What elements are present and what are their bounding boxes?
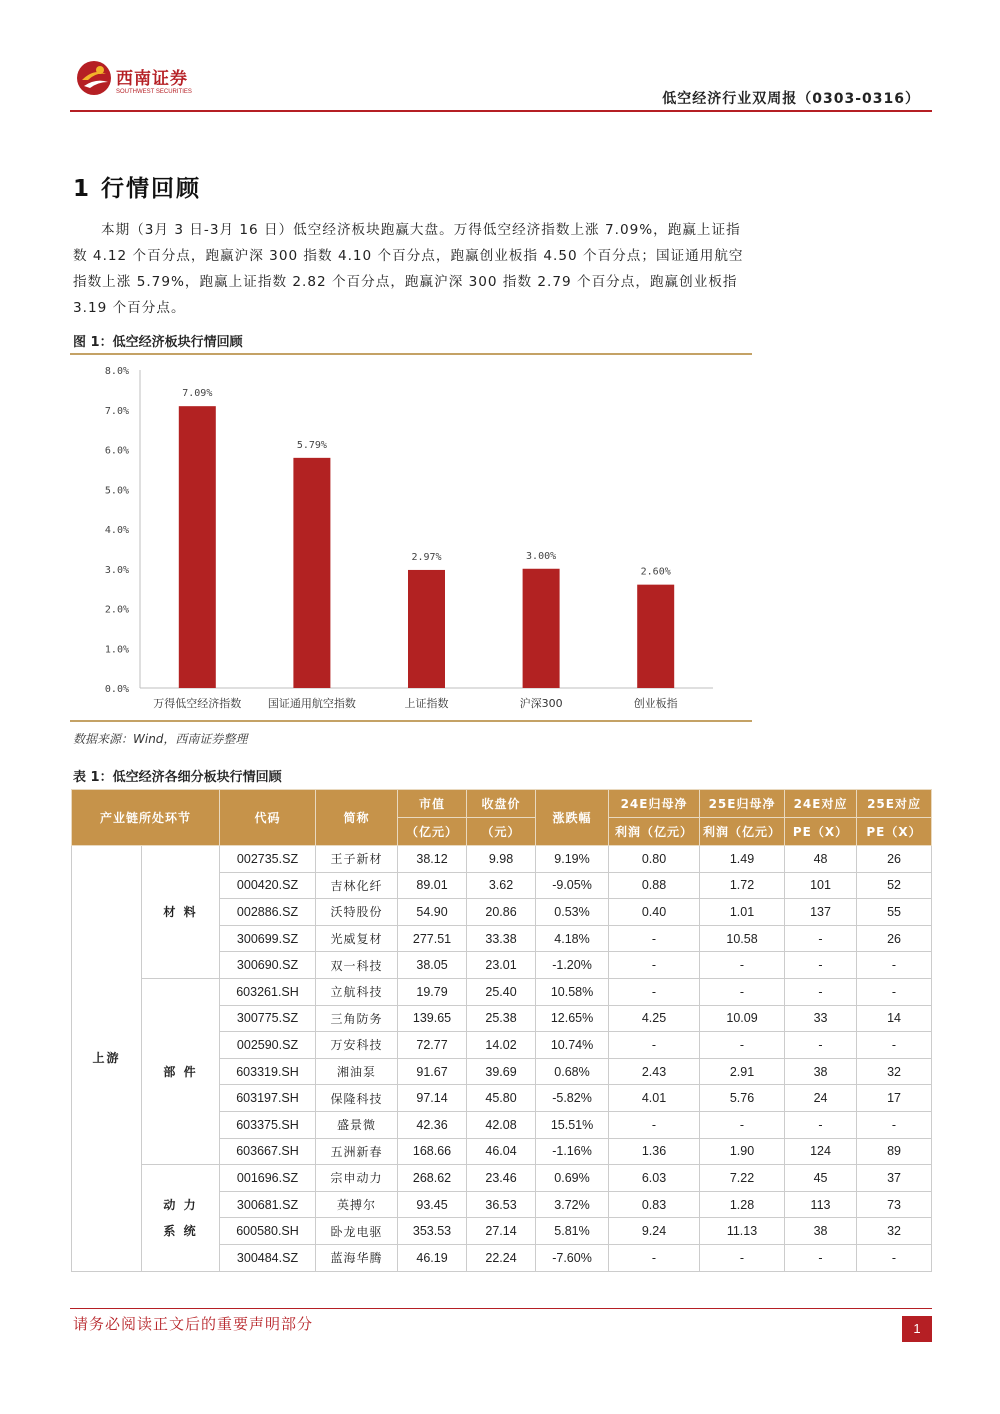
cell-code: 603197.SH (220, 1085, 316, 1112)
cell-change: 10.74% (536, 1032, 609, 1059)
bar-value-label: 2.97% (411, 551, 442, 563)
cell-mktcap: 19.79 (398, 978, 467, 1005)
cell-np24: - (609, 1032, 700, 1059)
cell-code: 300775.SZ (220, 1005, 316, 1032)
logo-name: 西南证券 (116, 69, 188, 89)
cell-np25: 1.49 (700, 846, 785, 873)
cell-name: 沃特股份 (316, 899, 398, 926)
cell-pe24: - (785, 1032, 857, 1059)
bar (637, 585, 674, 688)
cell-np25: 10.09 (700, 1005, 785, 1032)
cell-change: 3.72% (536, 1191, 609, 1218)
figure-title: 图 1：低空经济板块行情回顾 (73, 335, 243, 350)
header-close-unit: （元） (467, 818, 536, 846)
cell-np25: - (700, 1032, 785, 1059)
cell-code: 300699.SZ (220, 925, 316, 952)
group-power-line-2: 系 统 (163, 1223, 198, 1238)
cell-pe24: - (785, 978, 857, 1005)
cell-change: -7.60% (536, 1244, 609, 1271)
cell-change: 12.65% (536, 1005, 609, 1032)
cell-pe24: 38 (785, 1058, 857, 1085)
cell-np24: 2.43 (609, 1058, 700, 1085)
figure-source: 数据来源：Wind，西南证券整理 (73, 732, 248, 746)
cell-close: 14.02 (467, 1032, 536, 1059)
cell-np24: - (609, 952, 700, 979)
cell-name: 湘油泵 (316, 1058, 398, 1085)
cell-mktcap: 38.05 (398, 952, 467, 979)
cell-close: 46.04 (467, 1138, 536, 1165)
y-tick-label: 5.0% (104, 485, 129, 497)
cell-np25: - (700, 1244, 785, 1271)
cell-code: 300690.SZ (220, 952, 316, 979)
cell-mktcap: 97.14 (398, 1085, 467, 1112)
cell-code: 300681.SZ (220, 1191, 316, 1218)
cell-mktcap: 168.66 (398, 1138, 467, 1165)
figure-bottom-rule (70, 720, 752, 722)
cell-change: 0.53% (536, 899, 609, 926)
cell-mktcap: 91.67 (398, 1058, 467, 1085)
cell-mktcap: 38.12 (398, 846, 467, 873)
header-divider (70, 110, 932, 112)
bar-value-label: 7.09% (182, 388, 213, 400)
cell-np25: - (700, 978, 785, 1005)
cell-mktcap: 93.45 (398, 1191, 467, 1218)
cell-name: 王子新材 (316, 846, 398, 873)
cell-mktcap: 89.01 (398, 872, 467, 899)
cell-change: -5.82% (536, 1085, 609, 1112)
cell-code: 002590.SZ (220, 1032, 316, 1059)
bar (293, 458, 330, 688)
cell-np24: 0.80 (609, 846, 700, 873)
cell-change: 0.68% (536, 1058, 609, 1085)
header-chain: 产业链所处环节 (72, 790, 220, 846)
cell-code: 000420.SZ (220, 872, 316, 899)
cell-mktcap: 277.51 (398, 925, 467, 952)
cell-change: -1.16% (536, 1138, 609, 1165)
cell-close: 45.80 (467, 1085, 536, 1112)
cell-np25: 10.58 (700, 925, 785, 952)
cell-np25: 5.76 (700, 1085, 785, 1112)
bar (408, 570, 445, 688)
header-np25-unit: 利润（亿元） (700, 818, 785, 846)
cell-pe25: - (857, 978, 932, 1005)
bar-value-label: 2.60% (640, 566, 671, 578)
cell-np24: - (609, 925, 700, 952)
cell-pe25: - (857, 952, 932, 979)
cell-np24: - (609, 1111, 700, 1138)
cell-np25: 1.28 (700, 1191, 785, 1218)
cell-close: 9.98 (467, 846, 536, 873)
cell-pe24: 24 (785, 1085, 857, 1112)
cell-name: 吉林化纤 (316, 872, 398, 899)
cell-close: 25.38 (467, 1005, 536, 1032)
segment-cell: 上游 (72, 846, 142, 1272)
x-category-label: 创业板指 (633, 697, 678, 710)
cell-pe25: - (857, 1032, 932, 1059)
cell-np24: 1.36 (609, 1138, 700, 1165)
footer-divider (70, 1308, 932, 1309)
cell-name: 五洲新春 (316, 1138, 398, 1165)
cell-name: 万安科技 (316, 1032, 398, 1059)
cell-pe24: 113 (785, 1191, 857, 1218)
cell-close: 23.46 (467, 1165, 536, 1192)
y-tick-label: 4.0% (104, 525, 129, 536)
cell-change: 0.69% (536, 1165, 609, 1192)
header-np24: 24E归母净 (609, 790, 700, 818)
y-tick-label: 7.0% (104, 405, 129, 417)
y-tick-label: 6.0% (104, 445, 129, 457)
y-tick-label: 3.0% (104, 564, 129, 576)
cell-code: 001696.SZ (220, 1165, 316, 1192)
cell-np24: 0.88 (609, 872, 700, 899)
cell-np24: - (609, 978, 700, 1005)
cell-name: 立航科技 (316, 978, 398, 1005)
cell-pe24: 38 (785, 1218, 857, 1245)
cell-mktcap: 54.90 (398, 899, 467, 926)
cell-pe25: 32 (857, 1058, 932, 1085)
cell-code: 603667.SH (220, 1138, 316, 1165)
cell-pe24: 101 (785, 872, 857, 899)
cell-name: 保隆科技 (316, 1085, 398, 1112)
cell-pe25: 17 (857, 1085, 932, 1112)
document-title: 低空经济行业双周报（0303-0316） (662, 91, 920, 107)
cell-np25: - (700, 1111, 785, 1138)
x-category-label: 上证指数 (404, 697, 449, 710)
header-np25: 25E归母净 (700, 790, 785, 818)
cell-pe24: 137 (785, 899, 857, 926)
cell-np25: 1.01 (700, 899, 785, 926)
cell-np24: 0.83 (609, 1191, 700, 1218)
cell-pe24: - (785, 1111, 857, 1138)
header-pe24: 24E对应 (785, 790, 857, 818)
cell-pe24: - (785, 952, 857, 979)
table-title: 表 1：低空经济各细分板块行情回顾 (73, 770, 282, 785)
cell-code: 603261.SH (220, 978, 316, 1005)
cell-np25: 7.22 (700, 1165, 785, 1192)
cell-pe25: 37 (857, 1165, 932, 1192)
bar-value-label: 3.00% (526, 550, 557, 562)
footer-disclaimer: 请务必阅读正文后的重要声明部分 (73, 1315, 314, 1333)
cell-close: 39.69 (467, 1058, 536, 1085)
header-code: 代码 (220, 790, 316, 846)
cell-code: 002735.SZ (220, 846, 316, 873)
cell-change: 5.81% (536, 1218, 609, 1245)
x-category-label: 万得低空经济指数 (153, 697, 242, 710)
cell-close: 20.86 (467, 899, 536, 926)
cell-np24: 4.01 (609, 1085, 700, 1112)
cell-name: 光威复材 (316, 925, 398, 952)
cell-pe25: 89 (857, 1138, 932, 1165)
cell-name: 英搏尔 (316, 1191, 398, 1218)
cell-pe25: 14 (857, 1005, 932, 1032)
header-mktcap-unit: （亿元） (398, 818, 467, 846)
cell-np25: 2.91 (700, 1058, 785, 1085)
summary-paragraph: 本期（3月 3 日-3月 16 日）低空经济板块跑赢大盘。万得低空经济指数上涨 7.09%，跑赢上证指数 4.12 个百分点，跑赢沪深 300 指数 4.10 个百分点，跑赢创业板指 4.50 个百分点；国证通用航空指数上涨 5.79%，跑赢上证指数 2.82 个百分点，跑赢沪深 300 指数 2.79 个百分点，跑赢创业板指 3.19 个百分点。 (73, 222, 744, 316)
cell-np25: - (700, 952, 785, 979)
cell-name: 蓝海华腾 (316, 1244, 398, 1271)
header-pe25-unit: PE（X） (857, 818, 932, 846)
cell-change: -9.05% (536, 872, 609, 899)
cell-code: 002886.SZ (220, 899, 316, 926)
page-number: 1 (902, 1316, 932, 1342)
header-pe24-unit: PE（X） (785, 818, 857, 846)
cell-pe25: - (857, 1111, 932, 1138)
y-tick-label: 0.0% (104, 684, 129, 695)
cell-name: 三角防务 (316, 1005, 398, 1032)
logo-emblem-icon (76, 58, 112, 98)
cell-pe25: 73 (857, 1191, 932, 1218)
cell-close: 36.53 (467, 1191, 536, 1218)
cell-change: 15.51% (536, 1111, 609, 1138)
cell-pe24: - (785, 925, 857, 952)
header-np24-unit: 利润（亿元） (609, 818, 700, 846)
cell-mktcap: 42.36 (398, 1111, 467, 1138)
cell-mktcap: 139.65 (398, 1005, 467, 1032)
sector-table (71, 789, 932, 1272)
bar (179, 406, 216, 688)
cell-name: 宗申动力 (316, 1165, 398, 1192)
cell-np25: 11.13 (700, 1218, 785, 1245)
cell-change: 10.58% (536, 978, 609, 1005)
header-close: 收盘价 (467, 790, 536, 818)
cell-code: 603319.SH (220, 1058, 316, 1085)
logo-english: SOUTHWEST SECURITIES (116, 89, 192, 95)
cell-code: 603375.SH (220, 1111, 316, 1138)
cell-code: 300484.SZ (220, 1244, 316, 1271)
group-materials: 材 料 (142, 846, 220, 979)
company-logo (76, 58, 236, 108)
bar-chart (70, 356, 752, 718)
group-power (142, 1165, 220, 1271)
cell-close: 25.40 (467, 978, 536, 1005)
table-row (72, 1165, 932, 1192)
cell-pe24: - (785, 1244, 857, 1271)
cell-pe24: 33 (785, 1005, 857, 1032)
cell-np24: - (609, 1244, 700, 1271)
group-components: 部 件 (142, 978, 220, 1164)
cell-close: 23.01 (467, 952, 536, 979)
cell-name: 卧龙电驱 (316, 1218, 398, 1245)
cell-pe25: 52 (857, 872, 932, 899)
cell-mktcap: 46.19 (398, 1244, 467, 1271)
cell-pe24: 45 (785, 1165, 857, 1192)
cell-mktcap: 72.77 (398, 1032, 467, 1059)
group-power-line-1: 动 力 (163, 1197, 198, 1212)
cell-close: 27.14 (467, 1218, 536, 1245)
y-tick-label: 1.0% (104, 644, 129, 656)
cell-np25: 1.90 (700, 1138, 785, 1165)
cell-np25: 1.72 (700, 872, 785, 899)
cell-code: 600580.SH (220, 1218, 316, 1245)
cell-pe25: 26 (857, 925, 932, 952)
figure-top-rule (70, 353, 752, 355)
y-tick-label: 2.0% (104, 604, 129, 616)
x-category-label: 沪深300 (519, 697, 563, 710)
cell-pe25: 55 (857, 899, 932, 926)
header-name: 简称 (316, 790, 398, 846)
bar-value-label: 5.79% (296, 439, 327, 451)
cell-close: 3.62 (467, 872, 536, 899)
table-row (72, 978, 932, 1005)
cell-np24: 0.40 (609, 899, 700, 926)
cell-np24: 6.03 (609, 1165, 700, 1192)
cell-name: 双一科技 (316, 952, 398, 979)
cell-close: 33.38 (467, 925, 536, 952)
cell-pe24: 48 (785, 846, 857, 873)
cell-name: 盛景微 (316, 1111, 398, 1138)
header-change: 涨跌幅 (536, 790, 609, 846)
x-category-label: 国证通用航空指数 (267, 697, 356, 710)
cell-pe25: - (857, 1244, 932, 1271)
cell-pe25: 26 (857, 846, 932, 873)
cell-np24: 9.24 (609, 1218, 700, 1245)
cell-np24: 4.25 (609, 1005, 700, 1032)
cell-mktcap: 353.53 (398, 1218, 467, 1245)
header-pe25: 25E对应 (857, 790, 932, 818)
table-row (72, 846, 932, 873)
cell-change: 4.18% (536, 925, 609, 952)
cell-pe24: 124 (785, 1138, 857, 1165)
cell-change: -1.20% (536, 952, 609, 979)
cell-close: 22.24 (467, 1244, 536, 1271)
table-header-row (72, 790, 932, 818)
cell-close: 42.08 (467, 1111, 536, 1138)
cell-change: 9.19% (536, 846, 609, 873)
cell-mktcap: 268.62 (398, 1165, 467, 1192)
cell-pe25: 32 (857, 1218, 932, 1245)
y-tick-label: 8.0% (104, 366, 129, 377)
header-mktcap: 市值 (398, 790, 467, 818)
bar (523, 569, 560, 688)
section-title: 1 行情回顾 (73, 176, 202, 202)
